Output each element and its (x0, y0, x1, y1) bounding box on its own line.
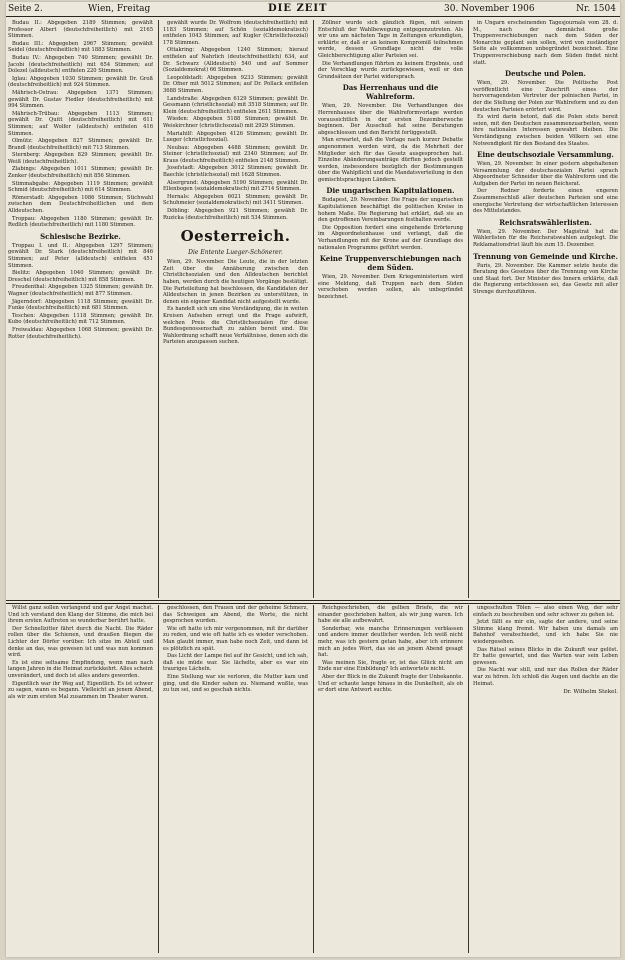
article-paragraph: Bielitz: Abgegeben 1040 Stimmen; gewählt Dr. Dreschel (deutschfreiheitlich) mit 858 Stimmen. (8, 270, 153, 283)
article-heading: Eine deutschsoziale Versammlung. (477, 150, 614, 160)
article-paragraph: Wieden: Abgegeben 5188 Stimmen; gewählt Dr. Weiskirchner (christlichsozial) mit 2929 Stimmen. (163, 116, 308, 129)
article-heading: Das Herrenhaus und die Wahlreform. (342, 83, 439, 102)
article-heading: Trennung von Gemeinde und Kirche. (473, 251, 618, 261)
article-paragraph: Die Verhandlungen führten zu keinem Ergebnis, und der Vorschlag wurde zurückgewiesen, weil er den Grundsätzen der Partei widersprach. (318, 60, 463, 80)
article-paragraph: Iglau: Abgegeben 1030 Stimmen; gewählt Dr. Groß (deutschfreiheitlich) mit 924 Stimmen. (8, 75, 153, 89)
article-paragraph: Mariahilf: Abgegeben 4126 Stimmen; gewählt Dr. Lueger (christlichsozial). (163, 130, 308, 144)
article-paragraph: Neubau: Abgegeben 4488 Stimmen; gewählt Dr. Steiner (christlichsozial) mit 2340 Stimmen; auf Dr. Kraus (deutschfreiheitlich) entfielen 2148 Stimmen. (163, 144, 308, 164)
feuilleton-paragraph: Eine Stellung war sie verloren, die Mutter kam und ging, und die Kinder sahen zu. Niemand wußte, was zu tun sei, und so geschah nichts. (163, 673, 308, 694)
column-divider (158, 605, 159, 953)
article-paragraph: Zöllner wurde sich gänzlich fügen, mit seinem Entschluß der Wahlbewegung entgegenzutreten. Als wir uns am nächsten Tage in Zeitungen erkundigten, erklärte er, daß er an keinem Kompromiß teilnehmen werde, dessen Grundlage nicht die volle Gleichberechtigung aller Parteien sei. (318, 20, 463, 59)
article-paragraph: in Ungarn erscheinenden Tagesjournals vom 28. d. M., nach der demnächst große Truppenverschiebungen nach dem Süden der Monarchie geplant sein sollen, wird von zuständiger Seite als vollkommen unbegründet bezeichnet. Eine Truppenverschiebung nach dem Süden findet nicht statt. (473, 20, 618, 66)
masthead (6, 2, 620, 17)
column-divider (468, 605, 469, 953)
article-paragraph: Wien, 29. November. In einer gestern abgehaltenen Versammlung der deutschsozialen Partei sprach Abgeordneter Schneider über die Wahlreform und die Aufgaben der Partei im neuen Reichsrat. (473, 161, 618, 187)
feuilleton-divider (6, 600, 620, 604)
issue-location-day: Wien, Freitag (88, 4, 151, 14)
feuilleton-column-4 (473, 605, 618, 953)
article-paragraph: Budau III.: Abgegeben 2967 Stimmen; gewählt Seidel (deutschfreiheitlich) mit 1883 Stimmen. (8, 40, 153, 54)
article-paragraph: Jägerndorf: Abgegeben 1118 Stimmen; gewählt Dr. Funke (deutschfreiheitlich) mit 681 Stimmen. (8, 298, 153, 312)
article-paragraph: Alsergrund: Abgegeben 5190 Stimmen; gewählt Dr. Ellenbogen (sozialdemokratisch) mit 2714 Stimmen. (163, 179, 308, 193)
article-heading: Reichsratswählerlisten. (499, 217, 592, 227)
feuilleton-paragraph: Jetzt fällt es mir ein, sagte der andere, und seine Stimme klang fremd. Wir haben uns damals am Bahnhof verabschiedet, und ich habe Sie nie wiedergesehen. (473, 619, 618, 645)
column-divider (313, 20, 314, 598)
issue-number: Nr. 1504 (576, 4, 616, 14)
article-paragraph: Troppau I. und II.: Abgegeben 1297 Stimmen; gewählt Dr. Stark (deutschfreiheitlich) mit 846 Stimmen; auf Peter (alldeutsch) entfielen 451 Stimmen. (8, 242, 153, 269)
feuilleton-paragraph: ungeschulten Tölen — also einen Weg, der sehr einfach zu beschreiben und sehr schwer zu gehen ist. (473, 605, 618, 618)
feuilleton-paragraph: Wie oft hatte ich mir vorgenommen, mit ihr darüber zu reden, und wie oft hatte ich es wieder verschoben. Man glaubt immer, man habe noch Zeit, und dann ist es plötzlich zu spät. (163, 625, 308, 652)
article-paragraph: Wien, 29. November. Der Magistrat hat die Wählerlisten für die Reichsratswahlen aufgelegt. Die Reklamationsfrist läuft bis zum 15. Dezember. (473, 228, 618, 249)
column-divider (468, 20, 469, 598)
feuilleton-paragraph: Aber der Blick in die Zukunft fragte der Unbekannte. Und er schaute lange hinaus in die Dunkelheit, als ob er dort eine Antwort suchte. (318, 673, 463, 694)
article-paragraph: Freiwaldau: Abgegeben 1068 Stimmen; gewählt Dr. Rotter (deutschfreiheitlich). (8, 326, 153, 340)
column-4 (473, 20, 618, 598)
article-paragraph: Ottakring: Abgegeben 1240 Stimmen; hierauf entfielen auf Nahrlich (deutschfreiheitlich) 634, auf Dr. Schwarz (Alldeutsch) 540 und auf Sommer (Sozialdemokrat) 66 Stimmen. (163, 47, 308, 74)
article-heading: Die ungarischen Kapitulationen. (326, 186, 455, 196)
article-paragraph: Budau II.: Abgegeben 2189 Stimmen; gewählt Professor Albert (deutschfreiheitlich) mit 2165 Stimmen. (8, 20, 153, 40)
feuilleton-paragraph: Sonderbar, wie manche Erinnerungen verblassen und andere immer deutlicher werden. Ich weiß nicht mehr, was ich gestern getan habe, aber ich erinnere mich an jedes Wort, das sie an jenem Abend gesagt hat. (318, 625, 463, 659)
article-paragraph: Man erwartet, daß die Vorlage nach kurzer Debatte angenommen werden wird, da die Mehrheit der Mitglieder sich für das Gesetz ausgesprochen hat. Einzelne Abänderungsanträge dürften jedoch gestellt werden, insbesondere bezüglich der Bestimmungen über die Wahlpflicht und die Mandatsverteilung in den gemischtsprachigen Ländern. (318, 137, 463, 183)
issue-date: 30. November 1906 (444, 4, 535, 14)
feuilleton-paragraph: Das Licht der Lampe fiel auf ihr Gesicht, und ich sah, daß sie müde war. Sie lächelte, aber es war ein trauriges Lächeln. (163, 653, 308, 673)
feuilleton-paragraph: Es ist eine seltsame Empfindung, wenn man nach langen Jahren in die Heimat zurückkehrt. Alles scheint unverändert, und doch ist alles anders geworden. (8, 659, 153, 679)
article-paragraph: Die Opposition fordert eine eingehende Erörterung im Abgeordnetenhause und verlangt, daß die Verhandlungen mit der Krone auf der Grundlage des nationalen Programms geführt werden. (318, 224, 463, 251)
feuilleton-column-1 (8, 605, 153, 953)
article-paragraph: Wien, 29. November. Dem Kriegsministerium wird eine Meldung, daß Truppen nach dem Süden verschoben werden sollen, als unbegründet bezeichnet. (318, 274, 463, 300)
column-divider (158, 20, 159, 598)
feuilleton-paragraph: Eigentlich war ihr Weg auf, Eigentlich. Es ist schwer zu sagen, wann es begann. Vielleicht an jenem Abend, als wir zum ersten Mal zusammen im Theater waren. (8, 680, 153, 700)
article-paragraph: Römerstadt: Abgegeben 1086 Stimmen; Stichwahl zwischen dem Deutschfreiheitlichen und dem Alldeutschen. (8, 194, 153, 215)
article-paragraph: Mährisch-Ostrau: Abgegeben 1371 Stimmen; gewählt Dr. Gustav Fiedler (deutschfreiheitlich) mit 994 Stimmen. (8, 89, 153, 110)
feuilleton-column-3 (318, 605, 463, 953)
feuilleton-paragraph: Die Nacht war still, und nur das Rollen der Räder war zu hören. Ich schloß die Augen und dachte an die Heimat. (473, 667, 618, 687)
feuilleton-paragraph: Willst ganz sollen verlangend und gar Angst machst. Und ich verstand den Klang der Stimme, die mich bei ihrem ersten Auftreten so wunderbar berührt hatte. (8, 605, 153, 625)
article-paragraph: Es handelt sich um eine Verständigung, die in weiten Kreisen Aufsehen erregt und die Frage aufwirft, welchen Preis die Christlichsozialen für diese Bundesgenossenschaft zu zahlen bereit sind. Die Wahlordnung schafft neue Verhältnisse, denen sich die Parteien anzupassen suchen. (163, 306, 308, 346)
article-paragraph: Leopoldstadt: Abgegeben 9233 Stimmen; gewählt Dr. Ofner mit 5012 Stimmen; auf Dr. Pollack entfielen 3688 Stimmen. (163, 74, 308, 94)
article-paragraph: Stimmabgabe: Abgegeben 1119 Stimmen; gewählt Schmid (deutschfreiheitlich) mit 614 Stimmen. (8, 180, 153, 194)
article-paragraph: Troppau: Abgegeben 1180 Stimmen; gewählt Dr. Redlich (deutschfreiheitlich) mit 1180 Stimmen. (8, 215, 153, 229)
article-paragraph: Hernals: Abgegeben 6021 Stimmen; gewählt Dr. Schuhmeier (sozialdemokratisch) mit 3411 Stimmen. (163, 193, 308, 207)
article-paragraph: Zlabings: Abgegeben 1011 Stimmen; gewählt Dr. Zenker (deutschfreiheitlich) mit 856 Stimmen. (8, 166, 153, 180)
article-paragraph: Paris, 29. November. Die Kammer setzte heute die Beratung des Gesetzes über die Trennung von Kirche und Staat fort. Der Minister des Innern erklärte, daß die Regierung entschlossen sei, das Gesetz mit aller Strenge durchzuführen. (473, 262, 618, 295)
article-paragraph: Wien, 29. November. Die Politische Post veröffentlicht eine Zuschrift eines der hervorragendsten Vertreter der polnischen Partei, in der die Stellung der Polen zur Wahlreform und zu den deutschen Parteien erörtert wird. (473, 80, 618, 113)
column-3 (318, 20, 463, 598)
article-heading: Keine Truppenverschiebungen nach dem Süden. (319, 254, 462, 273)
article-paragraph: Mährisch-Trübau: Abgegeben 1113 Stimmen; gewählt Dr. Quitt (deutschfreiheitlich) mit 611 Stimmen; auf Wolfer (alldeutsch) entfielen 416 Stimmen. (8, 110, 153, 137)
column-1 (8, 20, 153, 598)
page-number: Seite 2. (8, 4, 43, 14)
section-heading: Schlesische Bezirke. (40, 231, 121, 241)
article-paragraph: Olmütz: Abgegeben 827 Stimmen; gewählt Dr. Brandl (deutschfreiheitlich) mit 713 Stimmen. (8, 138, 153, 151)
article-paragraph: Landstraße: Abgegeben 6129 Stimmen; gewählt Dr. Gessmann (christlichsozial) mit 3518 Stimmen; auf Dr. Klein (deutschfreiheitlich) entfielen 2611 Stimmen. (163, 95, 308, 115)
feuilleton-paragraph: geschlossen, den Frauen und der geheime Schmerz, das Schweigen am Abend, die Worte, die nicht gesprochen wurden. (163, 605, 308, 625)
feuilleton-paragraph: Der Schnellzitter fährt durch die Nacht. Die Räder rollen über die Schienen, und draußen fliegen die Lichter der Dörfer vorüber. Ich sitze im Abteil und denke an das, was gewesen ist und was nun kommen wird. (8, 625, 153, 659)
article-paragraph: Sternberg: Abgegeben 829 Stimmen; gewählt Dr. Weiß (deutschfreiheitlich). (8, 152, 153, 165)
author-signature: Dr. Wilhelm Stekel. (563, 689, 618, 696)
section-title-oesterreich: Oesterreich. (180, 227, 291, 246)
article-paragraph: Budapest, 29. November. Die Frage der ungarischen Kapitulationen beschäftigt die politischen Kreise in hohem Maße. Die Regierung hat erklärt, daß sie an den getroffenen Vereinbarungen festhalten werde. (318, 197, 463, 224)
article-paragraph: Freudenthal: Abgegeben 1325 Stimmen; gewählt Dr. Wagner (deutschfreiheitlich) mit 877 Stimmen. (8, 284, 153, 297)
article-heading: Deutsche und Polen. (505, 69, 586, 79)
article-paragraph: Josefstadt: Abgegeben 3012 Stimmen; gewählt Dr. Baechle (christlichsozial) mit 1628 Stimmen. (163, 165, 308, 179)
article-paragraph: gewählt wurde Dr. Wolfrom (deutschfreiheitlich) mit 1183 Stimmen; auf Schön (sozialdemokratisch) entfielen 1043 Stimmen; auf Kugler (Christlichsozial) 178 Stimmen. (163, 20, 308, 46)
newspaper-title: DIE ZEIT (268, 3, 328, 14)
article-paragraph: Budau IV.: Abgegeben 740 Stimmen; gewählt Dr. Jacobi (deutschfreiheitlich) mit 654 Stimmen; auf Dolezel (alldeutsch) entfielen 220 Stimmen. (8, 54, 153, 75)
article-heading: Die Entente Lueger-Schönerer. (188, 249, 283, 257)
feuilleton-paragraph: Das Rätsel seines Blicks in die Zukunft war gelöst. Er hatte gewartet, und das Warten war sein Leben gewesen. (473, 646, 618, 666)
article-paragraph: Wien, 29. November. Die Verhandlungen des Herrenhauses über die Wahlreformvorlage werden voraussichtlich in der ersten Dezemberwoche beginnen. Der Ausschuß hat seine Beratungen abgeschlossen und den Bericht fertiggestellt. (318, 103, 463, 136)
article-paragraph: Der Redner forderte einen engeren Zusammenschluß aller deutschen Parteien und eine energische Vertretung der wirtschaftlichen Interessen des Mittelstandes. (473, 188, 618, 215)
newspaper-page (6, 2, 620, 957)
article-paragraph: Teschen: Abgegeben 1118 Stimmen; gewählt Dr. Kubo (deutschfreiheitlich) mit 712 Stimmen. (8, 312, 153, 326)
article-paragraph: Döbling: Abgegeben 921 Stimmen; gewählt Dr. Ruzicka (deutschfreiheitlich) mit 534 Stimmen. (163, 208, 308, 221)
article-paragraph: Wien, 29. November. Die Leute, die in der letzten Zeit über die Annäherung zwischen den Christlichsozialen und den Alldeutschen berichtet haben, werden durch die heutigen Vorgänge bestätigt. Die Parteileitung hat beschlossen, die Kandidaten der Alldeutschen in jenen Bezirken zu unterstützen, in denen ein eigener Kandidat nicht aufgestellt wurde. (163, 259, 308, 305)
column-2 (163, 20, 308, 598)
feuilleton-paragraph: Reichgeschrieben, die gelben Briefe, die wir einander geschrieben hatten, als wir jung waren. Ich habe sie alle aufbewahrt. (318, 605, 463, 625)
article-paragraph: Es wird darin betont, daß die Polen stets bereit seien, mit den Deutschen zusammenzuarbeiten, wenn ihre nationalen Interessen gewahrt bleiben. Die Verständigung zwischen beiden Völkern sei eine Notwendigkeit für den Bestand des Staates. (473, 114, 618, 147)
feuilleton-paragraph: Was meinen Sie, fragte er, ist das Glück nicht am Ende nur eine Einbildung? Ich antwortete nicht. (318, 659, 463, 673)
column-divider (313, 605, 314, 953)
feuilleton-column-2 (163, 605, 308, 953)
